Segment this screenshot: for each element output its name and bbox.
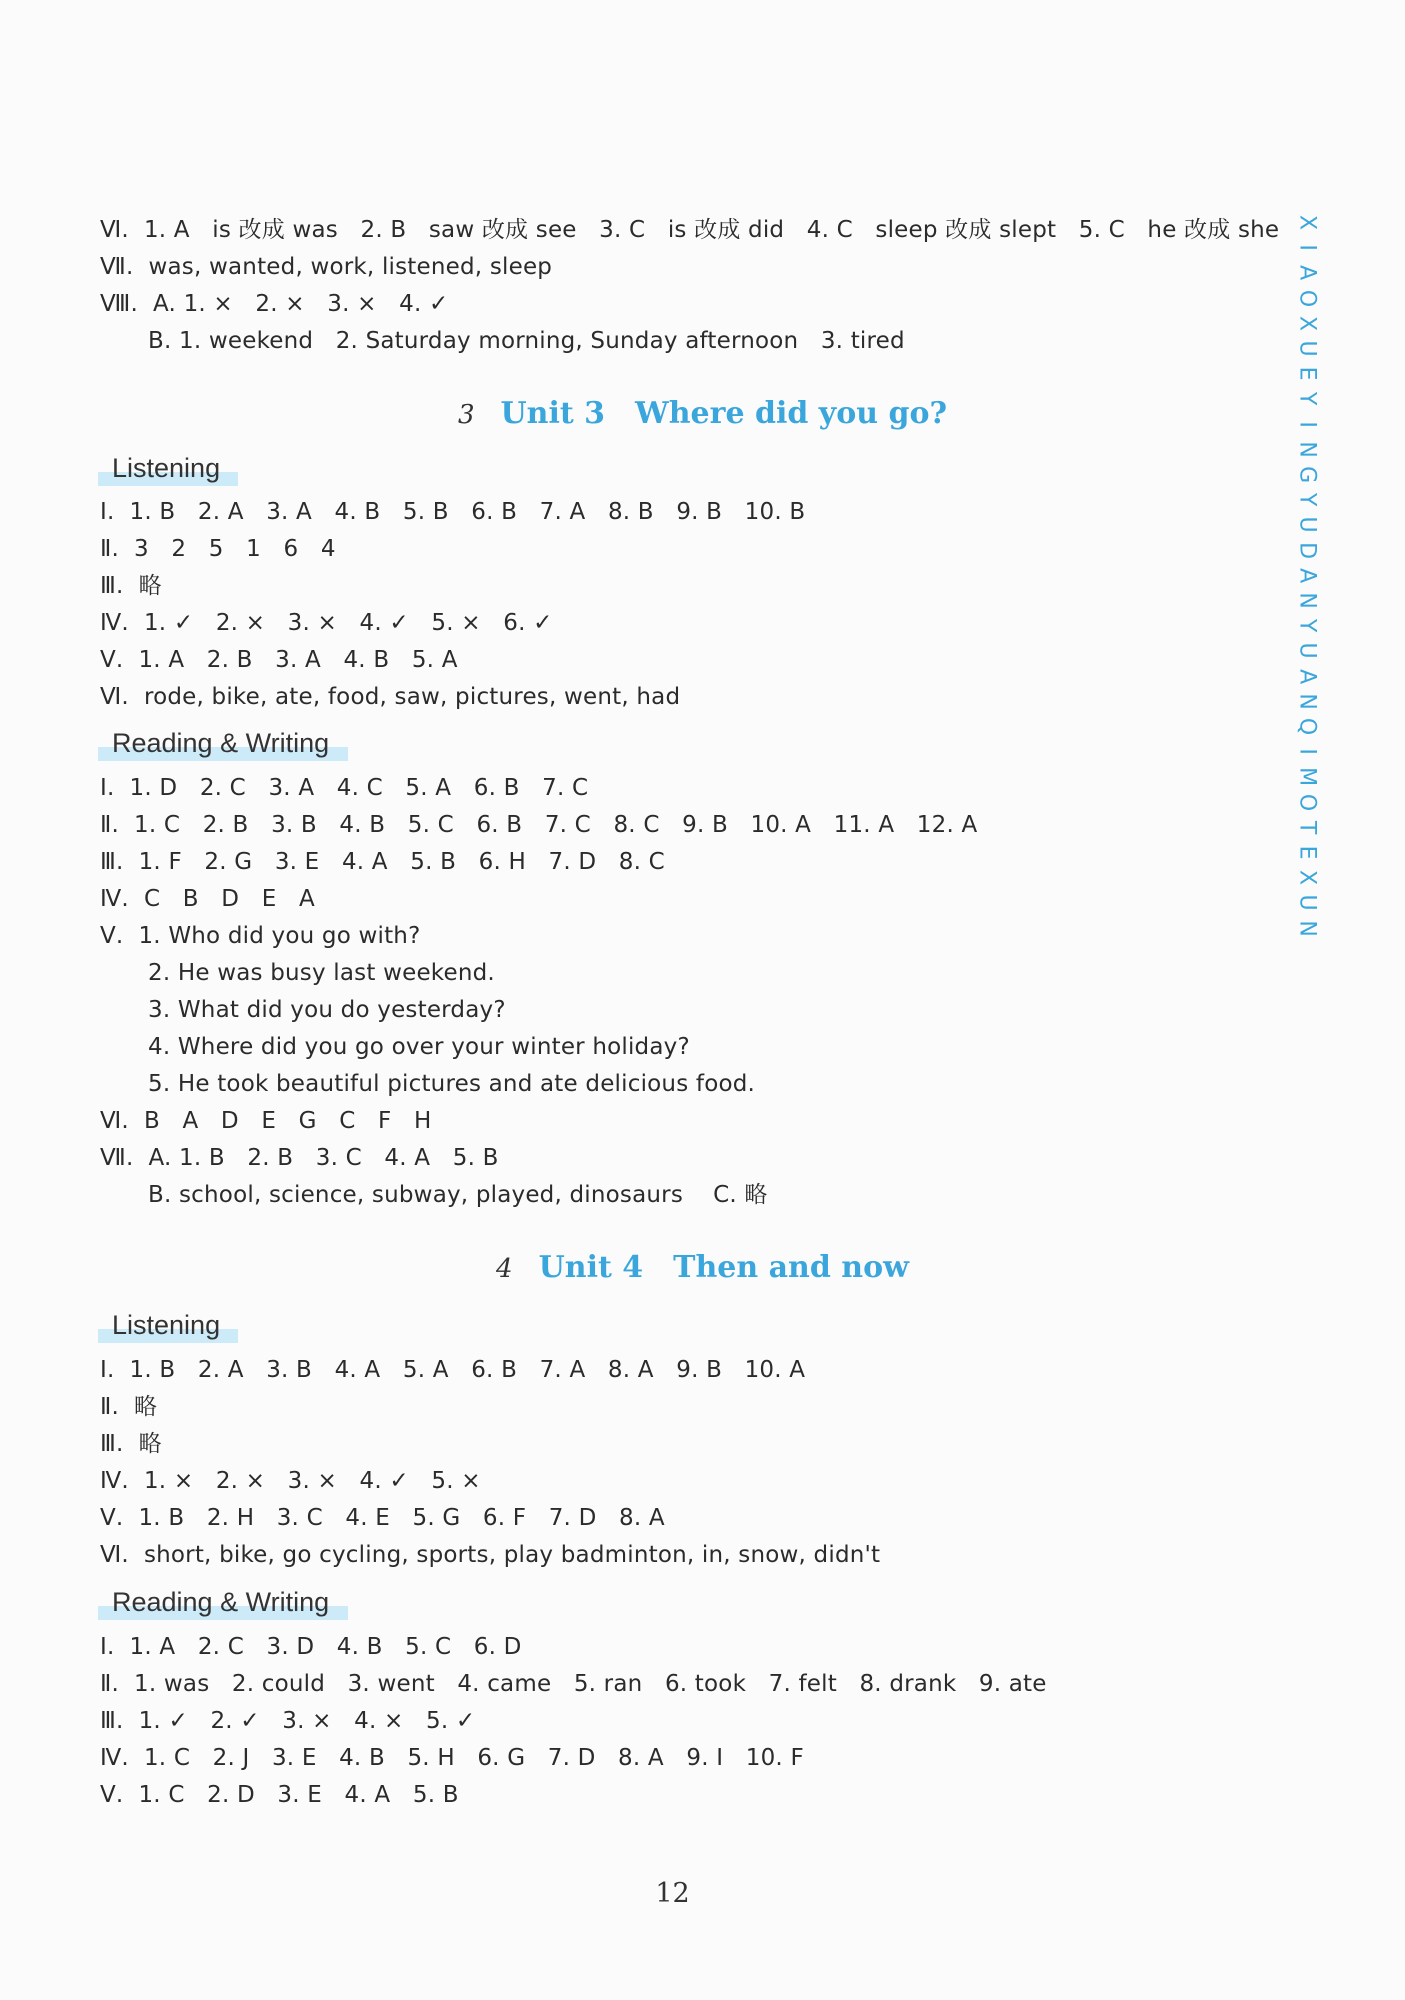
unit-4-number: 4 (496, 1254, 513, 1284)
sidebar-letter: T (1294, 820, 1320, 835)
sidebar-letter: N (1294, 441, 1320, 458)
unit-3-reading-writing-heading (98, 725, 329, 765)
list-item: Ⅵ. rode, bike, ate, food, saw, pictures, went, had (100, 684, 681, 710)
sidebar-letter: N (1294, 920, 1320, 937)
unit-3-subtitle: Where did you go? (635, 396, 948, 431)
sidebar-letter: Q (1294, 717, 1320, 736)
sidebar-letter: U (1294, 895, 1320, 912)
unit-4-title (0, 1250, 1405, 1285)
section-label: Reading & Writing (112, 728, 330, 758)
unit-4-listening-heading (98, 1307, 220, 1347)
list-item: Ⅳ. C B D E A (100, 886, 315, 912)
list-item: Ⅴ. 1. A 2. B 3. A 4. B 5. A (100, 647, 458, 673)
list-item: Ⅲ. 略 (100, 1431, 162, 1457)
sidebar-letter: N (1294, 592, 1320, 609)
unit-4-reading-writing-heading (98, 1584, 329, 1624)
list-item: Ⅱ. 略 (100, 1394, 158, 1420)
list-item: Ⅱ. 1. was 2. could 3. went 4. came 5. ran 6. took 7. felt 8. drank 9. ate (100, 1671, 1047, 1697)
list-item: 3. What did you do yesterday? (148, 997, 506, 1023)
section-label: Listening (112, 1310, 221, 1340)
list-item: Ⅱ. 1. C 2. B 3. B 4. B 5. C 6. B 7. C 8. C 9. B 10. A 11. A 12. A (100, 812, 978, 838)
sidebar-letter: U (1294, 642, 1320, 660)
list-item: Ⅵ. short, bike, go cycling, sports, play badminton, in, snow, didn't (100, 1542, 881, 1568)
list-item: Ⅲ. 1. ✓ 2. ✓ 3. × 4. × 5. ✓ (100, 1708, 476, 1734)
section-label: Listening (112, 453, 221, 483)
sidebar-letter: X (1294, 315, 1320, 331)
unit-3-number: 3 (457, 400, 475, 430)
sidebar-letter: N (1294, 693, 1320, 710)
list-item: Ⅴ. 1. Who did you go with? (100, 923, 421, 949)
sidebar-letter: A (1294, 265, 1320, 281)
list-item: Ⅲ. 略 (100, 573, 162, 599)
sidebar-letter: A (1294, 567, 1320, 583)
list-item: B. school, science, subway, played, dinosaurs C. 略 (148, 1182, 768, 1208)
sidebar-letter: I (1294, 748, 1320, 756)
top-answer-line-6: Ⅵ. 1. A is 改成 was 2. B saw 改成 see 3. C is 改成 did 4. C sleep 改成 slept 5. C he 改成 she (100, 217, 1280, 243)
list-item: Ⅳ. 1. C 2. J 3. E 4. B 5. H 6. G 7. D 8. A 9. I 10. F (100, 1745, 804, 1771)
unit-3-listening-heading (98, 450, 220, 490)
list-item: Ⅰ. 1. A 2. C 3. D 4. B 5. C 6. D (100, 1634, 522, 1660)
list-item: 4. Where did you go over your winter holiday? (148, 1034, 690, 1060)
sidebar-letter: G (1294, 466, 1320, 484)
unit-3-title (0, 396, 1405, 431)
unit-3-name: Unit 3 (500, 396, 606, 431)
sidebar-letter: E (1294, 845, 1320, 860)
list-item: Ⅶ. A. 1. B 2. B 3. C 4. A 5. B (100, 1145, 499, 1171)
sidebar-letter: O (1294, 793, 1320, 811)
list-item: Ⅱ. 3 2 5 1 6 4 (100, 536, 336, 562)
sidebar-letter: Y (1294, 392, 1320, 406)
page-number: 12 (655, 1878, 690, 1909)
list-item: Ⅴ. 1. C 2. D 3. E 4. A 5. B (100, 1782, 459, 1808)
top-answer-line-8a: Ⅷ. A. 1. × 2. × 3. × 4. ✓ (100, 291, 449, 317)
unit-4-subtitle: Then and now (673, 1250, 909, 1285)
list-item: 2. He was busy last weekend. (148, 960, 495, 986)
list-item: Ⅰ. 1. B 2. A 3. A 4. B 5. B 6. B 7. A 8. B 9. B 10. B (100, 499, 806, 525)
list-item: Ⅰ. 1. D 2. C 3. A 4. C 5. A 6. B 7. C (100, 775, 589, 801)
sidebar-letter: U (1294, 516, 1320, 534)
sidebar-letter: M (1294, 767, 1320, 787)
section-label: Reading & Writing (112, 1587, 330, 1617)
unit-4-name: Unit 4 (538, 1250, 644, 1285)
top-answer-line-7: Ⅶ. was, wanted, work, listened, sleep (100, 254, 553, 280)
sidebar-letter: Y (1294, 619, 1320, 633)
list-item: Ⅳ. 1. ✓ 2. × 3. × 4. ✓ 5. × 6. ✓ (100, 610, 553, 636)
sidebar-letter: I (1294, 420, 1320, 428)
sidebar-letter: X (1294, 215, 1320, 231)
list-item: 5. He took beautiful pictures and ate delicious food. (148, 1071, 756, 1097)
sidebar-letter: O (1294, 289, 1320, 307)
sidebar-letter: D (1294, 541, 1320, 559)
top-answer-line-8b: B. 1. weekend 2. Saturday morning, Sunday afternoon 3. tired (148, 328, 905, 354)
list-item: Ⅴ. 1. B 2. H 3. C 4. E 5. G 6. F 7. D 8. A (100, 1505, 665, 1531)
sidebar-letter: Y (1294, 493, 1320, 507)
sidebar-letter: X (1294, 870, 1320, 886)
list-item: Ⅵ. B A D E G C F H (100, 1108, 432, 1134)
sidebar-letter: I (1294, 244, 1320, 252)
list-item: Ⅲ. 1. F 2. G 3. E 4. A 5. B 6. H 7. D 8. C (100, 849, 665, 875)
sidebar-letter: E (1294, 366, 1320, 381)
list-item: Ⅰ. 1. B 2. A 3. B 4. A 5. A 6. B 7. A 8. A 9. B 10. A (100, 1357, 806, 1383)
sidebar-letter: U (1294, 340, 1320, 357)
list-item: Ⅳ. 1. × 2. × 3. × 4. ✓ 5. × (100, 1468, 481, 1494)
sidebar-letter: A (1294, 668, 1320, 684)
vertical-series-title (1292, 210, 1322, 941)
